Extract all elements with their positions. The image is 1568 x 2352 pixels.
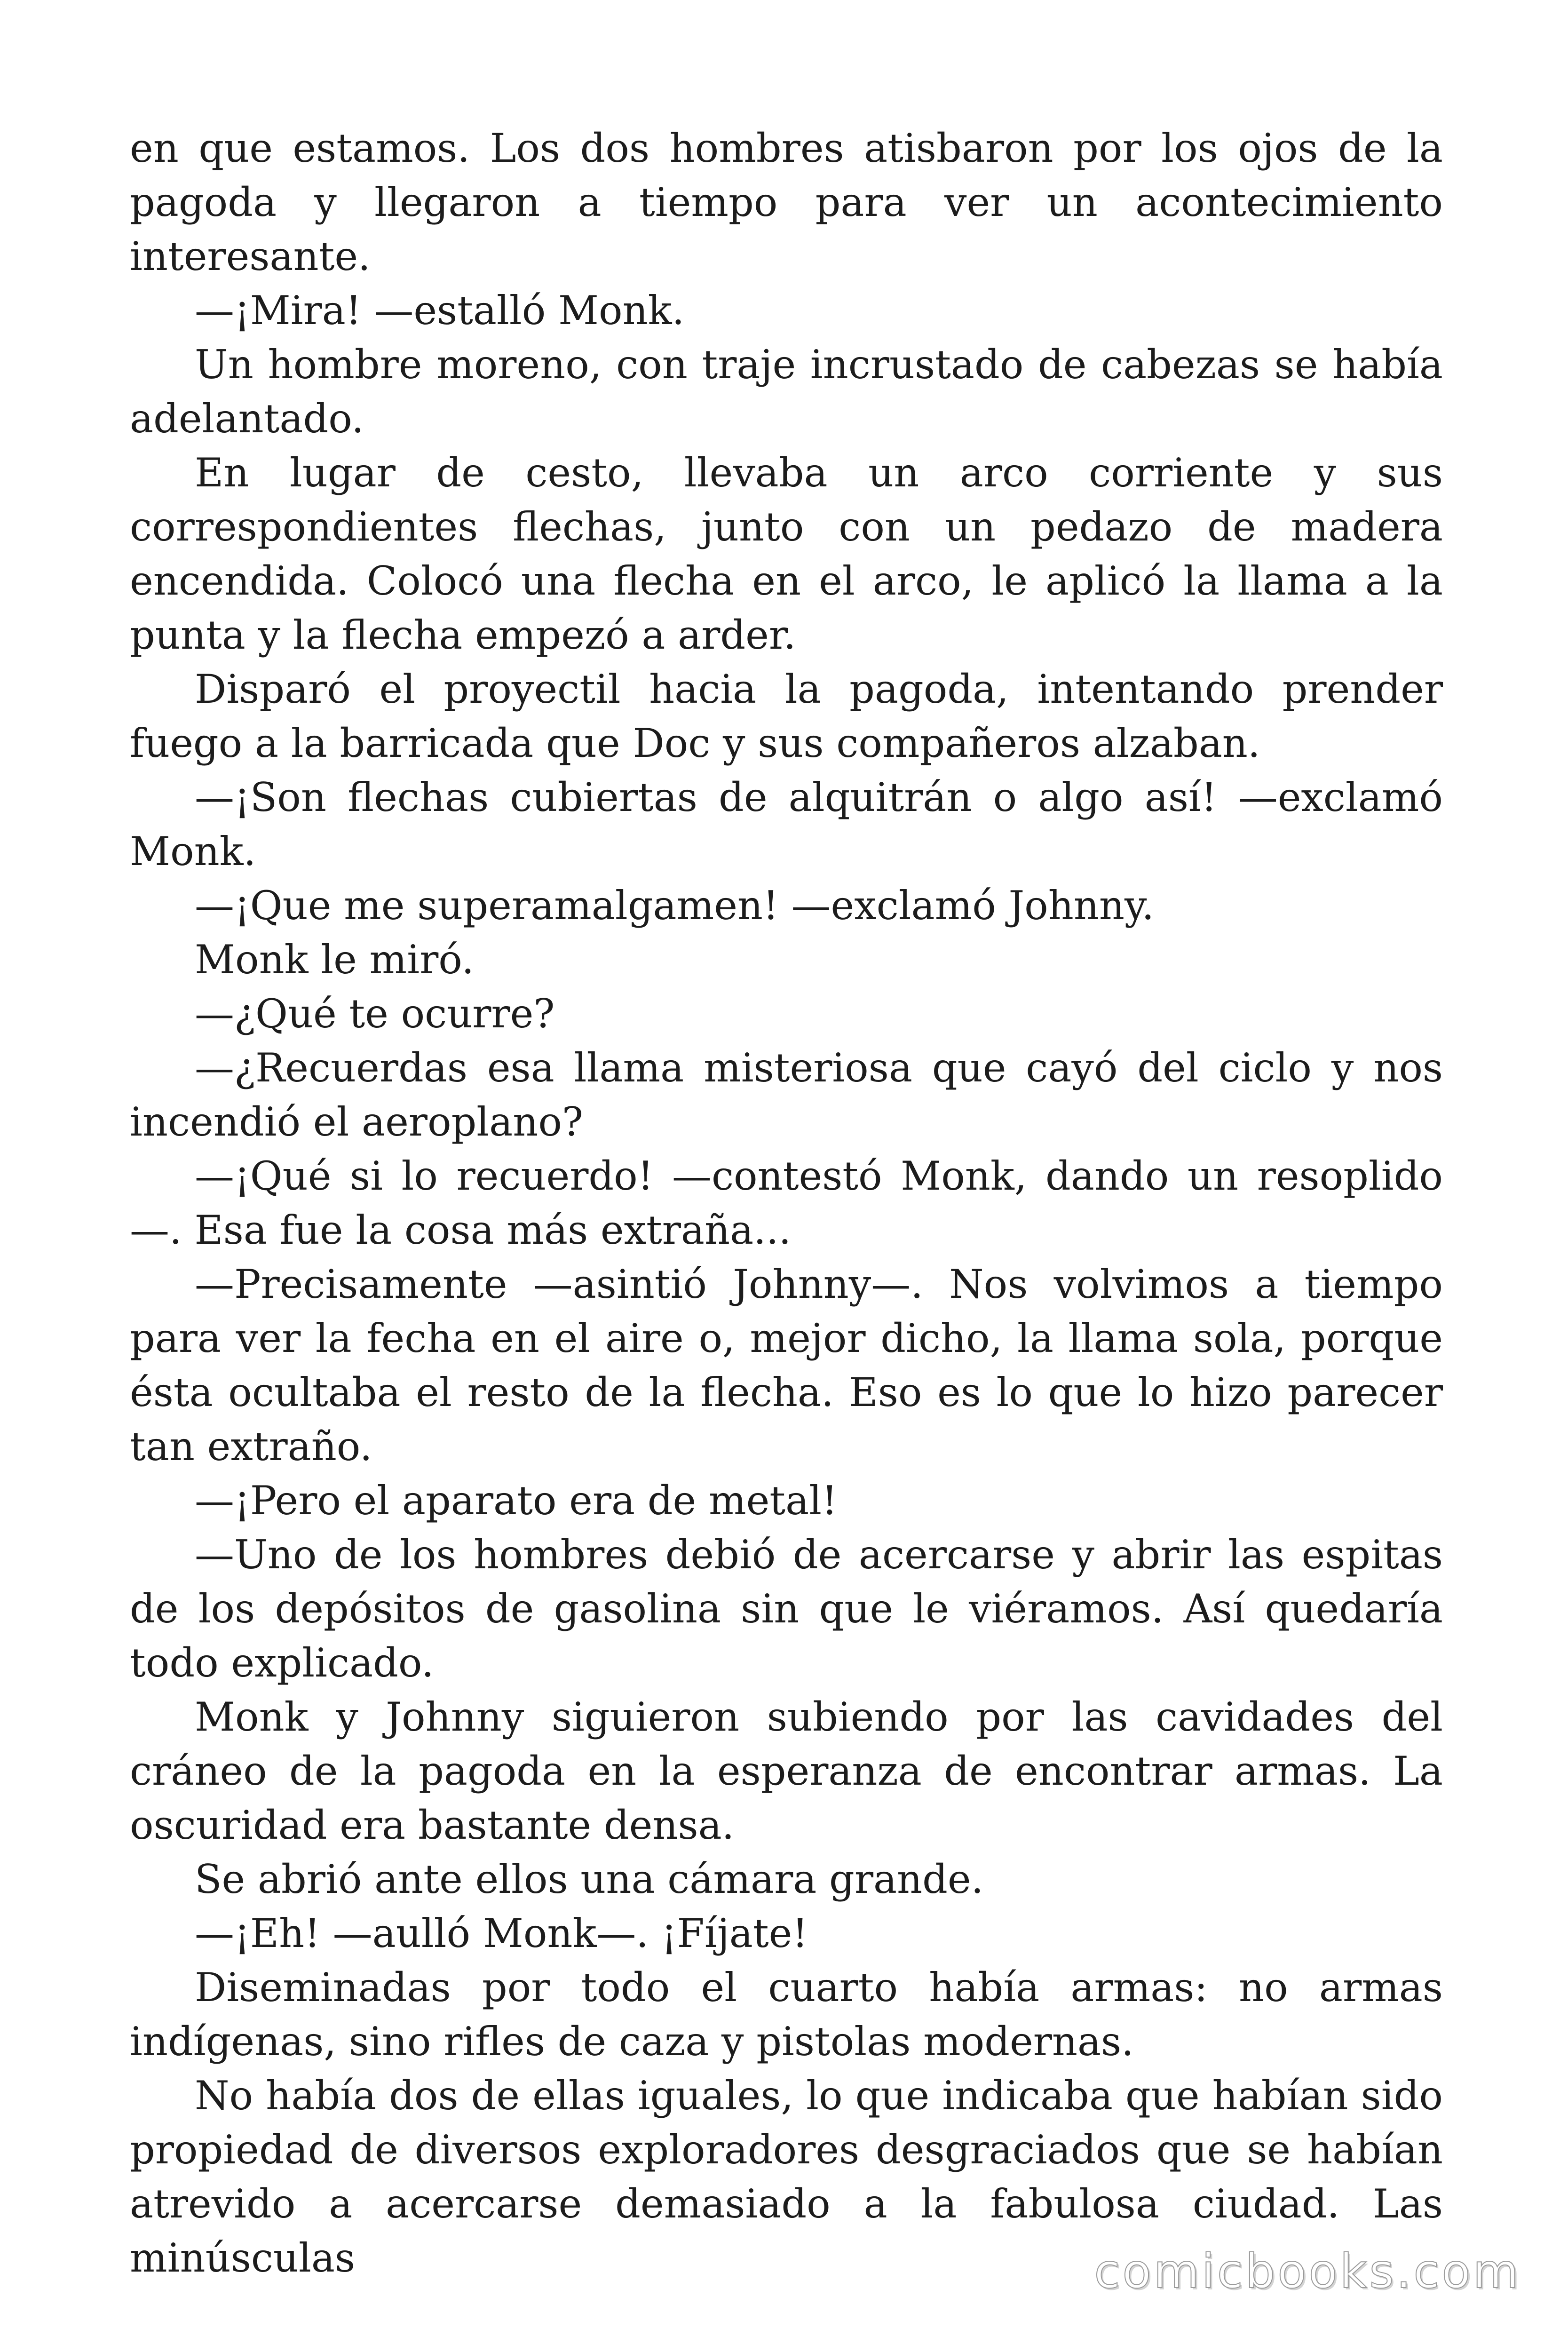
paragraph-11: —¡Qué si lo recuerdo! —contestó Monk, dando un resoplido—. Esa fue la cosa más extraña... (130, 1153, 1443, 1253)
paragraph-2: —¡Mira! —estalló Monk. (195, 287, 685, 334)
paragraph-3: Un hombre moreno, con traje incrustado de cabezas se había adelantado. (130, 342, 1443, 442)
paragraph-1: en que estamos. Los dos hombres atisbaron por los ojos de la pagoda y llegaron a tiempo para ver un acontecimiento interesante. (130, 125, 1443, 279)
paragraph-14: —Uno de los hombres debió de acercarse y abrir las espitas de los depósitos de gasolina sin que le viéramos. Así quedaría todo explicado. (130, 1532, 1443, 1686)
watermark: comicbooks.com (1094, 2244, 1521, 2299)
paragraph-16: Se abrió ante ellos una cámara grande. (195, 1856, 984, 1902)
paragraph-4: En lugar de cesto, llevaba un arco corriente y sus correspondientes flechas, junto con un pedazo de madera encendida. Colocó una flecha en el arco, le aplicó la llama a la punta y la flecha empezó a arder. (130, 450, 1443, 658)
paragraph-10: —¿Recuerdas esa llama misteriosa que cayó del ciclo y nos incendió el aeroplano? (130, 1045, 1443, 1145)
paragraph-5: Disparó el proyectil hacia la pagoda, intentando prender fuego a la barricada que Doc y sus compañeros alzaban. (130, 666, 1443, 766)
paragraph-8: Monk le miró. (195, 937, 475, 983)
body-text (130, 121, 1443, 2285)
paragraph-19: No había dos de ellas iguales, lo que indicaba que habían sido propiedad de diversos exploradores desgraciados que se habían atrevido a acercarse demasiado a la fabulosa ciudad. Las minúsculas (130, 2073, 1443, 2281)
paragraph-15: Monk y Johnny siguieron subiendo por las cavidades del cráneo de la pagoda en la esperanza de encontrar armas. La oscuridad era bastante densa. (130, 1694, 1443, 1848)
paragraph-7: —¡Que me superamalgamen! —exclamó Johnny. (195, 882, 1155, 929)
paragraph-6: —¡Son flechas cubiertas de alquitrán o algo así! —exclamó Monk. (130, 774, 1443, 874)
paragraph-18: Diseminadas por todo el cuarto había armas: no armas indígenas, sino rifles de caza y pistolas modernas. (130, 1964, 1443, 2065)
paragraph-9: —¿Qué te ocurre? (195, 991, 555, 1037)
paragraph-12: —Precisamente —asintió Johnny—. Nos volvimos a tiempo para ver la fecha en el aire o, mejor dicho, la llama sola, porque ésta ocultaba el resto de la flecha. Eso es lo que lo hizo parecer tan extraño. (130, 1261, 1443, 1470)
paragraph-13: —¡Pero el aparato era de metal! (195, 1478, 838, 1524)
paragraph-17: —¡Eh! —aulló Monk—. ¡Fíjate! (195, 1910, 808, 1956)
